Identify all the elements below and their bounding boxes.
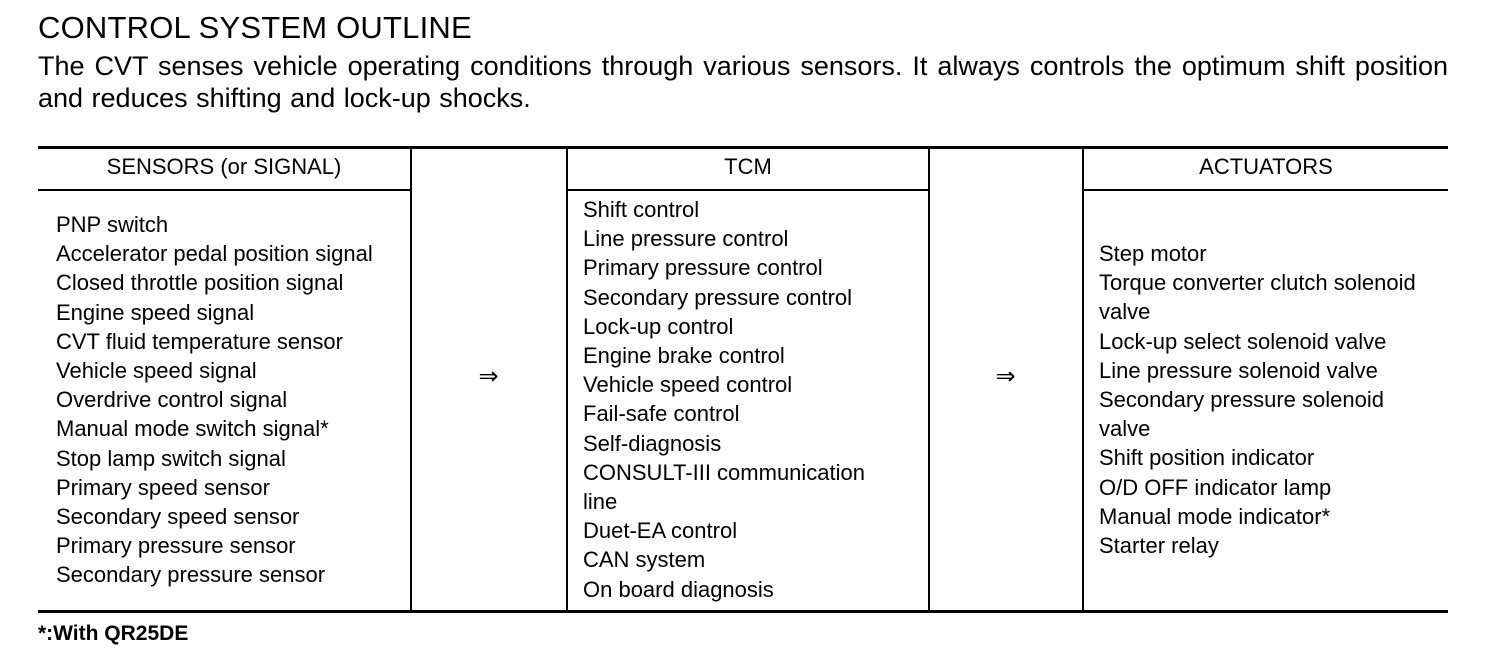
list-item: Accelerator pedal position signal [56,241,373,267]
list-item: Overdrive control signal [56,387,288,413]
actuators-list [1099,239,1416,560]
page-title: CONTROL SYSTEM OUTLINE [38,10,472,45]
list-item: Engine brake control [583,343,785,369]
list-item: Vehicle speed control [583,372,793,398]
list-item: Step motor [1099,241,1207,266]
list-item: CAN system [583,547,706,573]
list-item: Lock-up select solenoid valve [1099,328,1387,354]
list-item: line [583,489,618,515]
tcm-to-actuators-arrow-icon: ⇒ [995,363,1016,390]
list-item: CONSULT-III communication [583,459,866,485]
list-item: Lock-up control [583,313,734,339]
list-item: PNP switch [56,212,169,237]
actuators-column-header: ACTUATORS [1199,154,1333,179]
list-item: valve [1099,416,1151,442]
list-item: Engine speed signal [56,299,255,325]
list-item: Primary pressure sensor [56,533,296,559]
list-item: Self-diagnosis [583,430,722,456]
list-item: Duet-EA control [583,518,738,544]
list-item: Stop lamp switch signal [56,445,286,471]
list-item: O/D OFF indicator lamp [1099,474,1332,500]
table-bottom-rule [38,610,1448,613]
sensors-column-header: SENSORS (or SIGNAL) [106,154,342,179]
sensors-list [56,210,373,590]
list-item: Line pressure solenoid valve [1099,357,1378,383]
table-top-rule [38,146,1448,149]
tcm-left-border [566,149,568,610]
list-item: Secondary pressure control [583,284,853,310]
list-item: Secondary speed sensor [56,504,300,530]
list-item: valve [1099,299,1151,325]
sensors-to-tcm-arrow-icon: ⇒ [478,363,499,390]
list-item: Manual mode indicator* [1099,503,1331,529]
list-item: Manual mode switch signal* [56,416,329,442]
tcm-column-header: TCM [724,154,772,179]
list-item: Secondary pressure solenoid [1099,387,1384,413]
list-item: Starter relay [1099,533,1219,559]
list-item: Primary pressure control [583,255,823,281]
list-item: Fail-safe control [583,401,740,427]
actuators-header-divider [1082,189,1448,191]
list-item: Primary speed sensor [56,474,270,500]
list-item: Vehicle speed signal [56,358,257,384]
list-item: Shift position indicator [1099,445,1315,471]
list-item: On board diagnosis [583,576,774,602]
list-item: Secondary pressure sensor [56,562,326,588]
tcm-header-divider [566,189,930,191]
list-item: Shift control [583,197,700,222]
list-item: Line pressure control [583,226,789,252]
list-item: CVT fluid temperature sensor [56,328,343,354]
intro-paragraph: The CVT senses vehicle operating conditions through various sensors. It always controls the optimum shift position and reduces shifting and lock-up shocks. [38,51,1448,113]
actuators-left-border [1082,149,1084,610]
tcm-functions-list [583,195,865,604]
list-item: Closed throttle position signal [56,270,344,296]
sensors-header-divider [38,189,411,191]
list-item: Torque converter clutch solenoid [1099,270,1416,296]
footnote: *:With QR25DE [38,622,189,645]
